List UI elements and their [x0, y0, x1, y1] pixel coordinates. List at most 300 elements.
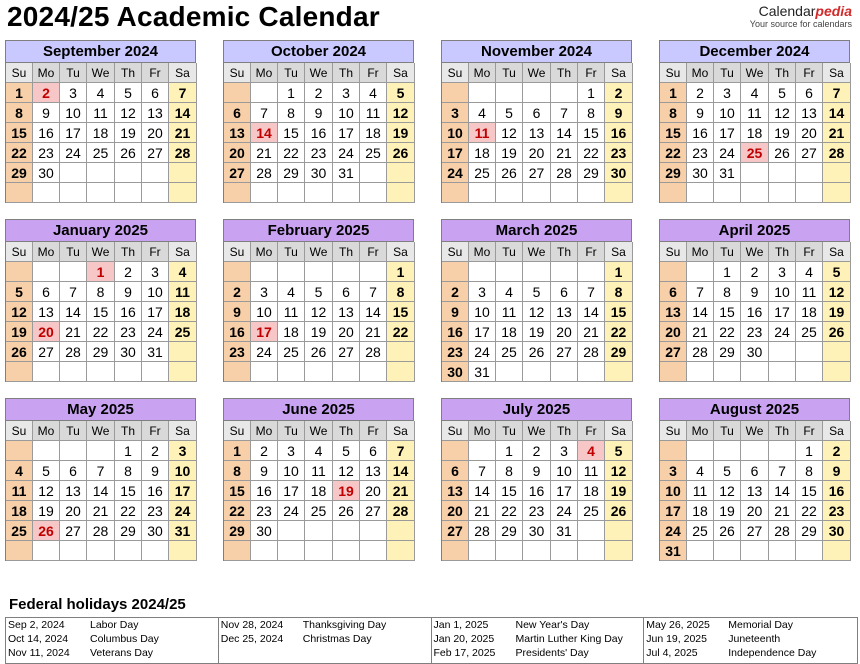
- day-cell[interactable]: 10: [333, 103, 360, 123]
- day-cell[interactable]: 5: [6, 282, 33, 302]
- day-cell[interactable]: 13: [660, 302, 687, 322]
- day-cell[interactable]: 22: [660, 143, 687, 163]
- day-cell[interactable]: 14: [469, 481, 496, 501]
- day-cell[interactable]: 15: [578, 123, 605, 143]
- day-cell[interactable]: 3: [551, 441, 578, 461]
- day-cell[interactable]: 21: [251, 143, 278, 163]
- day-cell[interactable]: 5: [523, 282, 551, 302]
- day-cell[interactable]: 20: [333, 322, 360, 342]
- day-cell[interactable]: 1: [6, 83, 33, 103]
- day-cell[interactable]: 25: [278, 342, 305, 362]
- day-cell[interactable]: 27: [60, 521, 87, 541]
- day-cell[interactable]: 11: [305, 461, 333, 481]
- day-cell[interactable]: 13: [796, 103, 823, 123]
- holiday-day-cell[interactable]: 4: [578, 441, 605, 461]
- day-cell[interactable]: 17: [469, 322, 496, 342]
- day-cell[interactable]: 9: [442, 302, 469, 322]
- day-cell[interactable]: 3: [169, 441, 197, 461]
- day-cell[interactable]: 20: [442, 501, 469, 521]
- day-cell[interactable]: 29: [87, 342, 115, 362]
- day-cell[interactable]: 12: [714, 481, 741, 501]
- day-cell[interactable]: 5: [33, 461, 60, 481]
- day-cell[interactable]: 4: [496, 282, 523, 302]
- day-cell[interactable]: 4: [796, 262, 823, 282]
- day-cell[interactable]: 14: [60, 302, 87, 322]
- day-cell[interactable]: 7: [769, 461, 796, 481]
- day-cell[interactable]: 28: [60, 342, 87, 362]
- day-cell[interactable]: 24: [251, 342, 278, 362]
- day-cell[interactable]: 26: [6, 342, 33, 362]
- day-cell[interactable]: 9: [305, 103, 333, 123]
- day-cell[interactable]: 14: [169, 103, 197, 123]
- day-cell[interactable]: 6: [224, 103, 251, 123]
- day-cell[interactable]: 27: [796, 143, 823, 163]
- day-cell[interactable]: 16: [823, 481, 851, 501]
- day-cell[interactable]: 25: [578, 501, 605, 521]
- day-cell[interactable]: 5: [714, 461, 741, 481]
- day-cell[interactable]: 19: [496, 143, 523, 163]
- day-cell[interactable]: 17: [169, 481, 197, 501]
- day-cell[interactable]: 4: [687, 461, 714, 481]
- day-cell[interactable]: 14: [769, 481, 796, 501]
- day-cell[interactable]: 15: [660, 123, 687, 143]
- holiday-day-cell[interactable]: 2: [33, 83, 60, 103]
- day-cell[interactable]: 17: [142, 302, 169, 322]
- day-cell[interactable]: 3: [60, 83, 87, 103]
- day-cell[interactable]: 25: [469, 163, 496, 183]
- day-cell[interactable]: 28: [251, 163, 278, 183]
- day-cell[interactable]: 11: [578, 461, 605, 481]
- day-cell[interactable]: 7: [687, 282, 714, 302]
- day-cell[interactable]: 27: [333, 342, 360, 362]
- day-cell[interactable]: 21: [687, 322, 714, 342]
- day-cell[interactable]: 25: [87, 143, 115, 163]
- day-cell[interactable]: 1: [387, 262, 415, 282]
- day-cell[interactable]: 26: [605, 501, 633, 521]
- day-cell[interactable]: 1: [660, 83, 687, 103]
- day-cell[interactable]: 7: [60, 282, 87, 302]
- day-cell[interactable]: 22: [496, 501, 523, 521]
- day-cell[interactable]: 12: [305, 302, 333, 322]
- day-cell[interactable]: 16: [251, 481, 278, 501]
- day-cell[interactable]: 23: [251, 501, 278, 521]
- day-cell[interactable]: 14: [823, 103, 851, 123]
- day-cell[interactable]: 27: [551, 342, 578, 362]
- day-cell[interactable]: 18: [6, 501, 33, 521]
- day-cell[interactable]: 14: [87, 481, 115, 501]
- day-cell[interactable]: 1: [796, 441, 823, 461]
- day-cell[interactable]: 17: [769, 302, 796, 322]
- day-cell[interactable]: 2: [605, 83, 633, 103]
- day-cell[interactable]: 26: [769, 143, 796, 163]
- day-cell[interactable]: 9: [224, 302, 251, 322]
- day-cell[interactable]: 19: [523, 322, 551, 342]
- day-cell[interactable]: 13: [442, 481, 469, 501]
- day-cell[interactable]: 6: [360, 441, 387, 461]
- day-cell[interactable]: 6: [741, 461, 769, 481]
- day-cell[interactable]: 1: [115, 441, 142, 461]
- day-cell[interactable]: 31: [551, 521, 578, 541]
- day-cell[interactable]: 8: [714, 282, 741, 302]
- day-cell[interactable]: 21: [169, 123, 197, 143]
- holiday-day-cell[interactable]: 11: [469, 123, 496, 143]
- day-cell[interactable]: 31: [469, 362, 496, 382]
- day-cell[interactable]: 27: [442, 521, 469, 541]
- day-cell[interactable]: 6: [333, 282, 360, 302]
- day-cell[interactable]: 31: [660, 541, 687, 561]
- day-cell[interactable]: 9: [741, 282, 769, 302]
- day-cell[interactable]: 27: [224, 163, 251, 183]
- day-cell[interactable]: 15: [278, 123, 305, 143]
- day-cell[interactable]: 3: [142, 262, 169, 282]
- day-cell[interactable]: 24: [333, 143, 360, 163]
- day-cell[interactable]: 15: [496, 481, 523, 501]
- day-cell[interactable]: 9: [687, 103, 714, 123]
- day-cell[interactable]: 6: [60, 461, 87, 481]
- day-cell[interactable]: 25: [169, 322, 197, 342]
- day-cell[interactable]: 10: [660, 481, 687, 501]
- day-cell[interactable]: 7: [251, 103, 278, 123]
- day-cell[interactable]: 31: [142, 342, 169, 362]
- day-cell[interactable]: 17: [551, 481, 578, 501]
- day-cell[interactable]: 18: [360, 123, 387, 143]
- day-cell[interactable]: 4: [741, 83, 769, 103]
- day-cell[interactable]: 11: [741, 103, 769, 123]
- day-cell[interactable]: 26: [496, 163, 523, 183]
- day-cell[interactable]: 3: [714, 83, 741, 103]
- day-cell[interactable]: 10: [769, 282, 796, 302]
- day-cell[interactable]: 18: [796, 302, 823, 322]
- day-cell[interactable]: 23: [305, 143, 333, 163]
- day-cell[interactable]: 11: [360, 103, 387, 123]
- day-cell[interactable]: 7: [387, 441, 415, 461]
- day-cell[interactable]: 5: [769, 83, 796, 103]
- day-cell[interactable]: 24: [551, 501, 578, 521]
- holiday-day-cell[interactable]: 20: [33, 322, 60, 342]
- holiday-day-cell[interactable]: 17: [251, 322, 278, 342]
- day-cell[interactable]: 16: [741, 302, 769, 322]
- day-cell[interactable]: 22: [578, 143, 605, 163]
- day-cell[interactable]: 6: [551, 282, 578, 302]
- day-cell[interactable]: 31: [333, 163, 360, 183]
- day-cell[interactable]: 21: [551, 143, 578, 163]
- day-cell[interactable]: 8: [87, 282, 115, 302]
- day-cell[interactable]: 6: [796, 83, 823, 103]
- day-cell[interactable]: 28: [387, 501, 415, 521]
- day-cell[interactable]: 29: [278, 163, 305, 183]
- day-cell[interactable]: 21: [469, 501, 496, 521]
- day-cell[interactable]: 21: [60, 322, 87, 342]
- day-cell[interactable]: 7: [823, 83, 851, 103]
- day-cell[interactable]: 30: [687, 163, 714, 183]
- day-cell[interactable]: 15: [87, 302, 115, 322]
- day-cell[interactable]: 7: [87, 461, 115, 481]
- holiday-day-cell[interactable]: 25: [741, 143, 769, 163]
- holiday-day-cell[interactable]: 1: [87, 262, 115, 282]
- day-cell[interactable]: 26: [823, 322, 851, 342]
- day-cell[interactable]: 13: [741, 481, 769, 501]
- day-cell[interactable]: 28: [87, 521, 115, 541]
- day-cell[interactable]: 13: [360, 461, 387, 481]
- day-cell[interactable]: 15: [796, 481, 823, 501]
- day-cell[interactable]: 21: [769, 501, 796, 521]
- day-cell[interactable]: 29: [796, 521, 823, 541]
- day-cell[interactable]: 14: [551, 123, 578, 143]
- day-cell[interactable]: 17: [333, 123, 360, 143]
- day-cell[interactable]: 21: [360, 322, 387, 342]
- day-cell[interactable]: 28: [578, 342, 605, 362]
- day-cell[interactable]: 13: [60, 481, 87, 501]
- day-cell[interactable]: 22: [387, 322, 415, 342]
- day-cell[interactable]: 16: [305, 123, 333, 143]
- day-cell[interactable]: 12: [115, 103, 142, 123]
- day-cell[interactable]: 20: [360, 481, 387, 501]
- day-cell[interactable]: 10: [442, 123, 469, 143]
- day-cell[interactable]: 2: [251, 441, 278, 461]
- day-cell[interactable]: 26: [387, 143, 415, 163]
- day-cell[interactable]: 10: [469, 302, 496, 322]
- day-cell[interactable]: 19: [823, 302, 851, 322]
- day-cell[interactable]: 27: [523, 163, 551, 183]
- day-cell[interactable]: 20: [224, 143, 251, 163]
- day-cell[interactable]: 8: [578, 103, 605, 123]
- brand-logo[interactable]: [750, 4, 852, 29]
- day-cell[interactable]: 12: [33, 481, 60, 501]
- day-cell[interactable]: 29: [496, 521, 523, 541]
- day-cell[interactable]: 27: [660, 342, 687, 362]
- day-cell[interactable]: 20: [551, 322, 578, 342]
- day-cell[interactable]: 28: [823, 143, 851, 163]
- day-cell[interactable]: 5: [496, 103, 523, 123]
- day-cell[interactable]: 19: [6, 322, 33, 342]
- day-cell[interactable]: 12: [769, 103, 796, 123]
- day-cell[interactable]: 21: [578, 322, 605, 342]
- day-cell[interactable]: 29: [714, 342, 741, 362]
- day-cell[interactable]: 3: [469, 282, 496, 302]
- day-cell[interactable]: 9: [523, 461, 551, 481]
- day-cell[interactable]: 23: [523, 501, 551, 521]
- day-cell[interactable]: 8: [115, 461, 142, 481]
- day-cell[interactable]: 26: [333, 501, 360, 521]
- day-cell[interactable]: 22: [605, 322, 633, 342]
- day-cell[interactable]: 11: [87, 103, 115, 123]
- day-cell[interactable]: 7: [469, 461, 496, 481]
- day-cell[interactable]: 28: [551, 163, 578, 183]
- day-cell[interactable]: 18: [87, 123, 115, 143]
- day-cell[interactable]: 29: [6, 163, 33, 183]
- day-cell[interactable]: 24: [278, 501, 305, 521]
- day-cell[interactable]: 8: [6, 103, 33, 123]
- day-cell[interactable]: 2: [115, 262, 142, 282]
- day-cell[interactable]: 19: [305, 322, 333, 342]
- day-cell[interactable]: 9: [251, 461, 278, 481]
- day-cell[interactable]: 6: [33, 282, 60, 302]
- day-cell[interactable]: 20: [796, 123, 823, 143]
- day-cell[interactable]: 22: [714, 322, 741, 342]
- day-cell[interactable]: 18: [169, 302, 197, 322]
- day-cell[interactable]: 4: [305, 441, 333, 461]
- day-cell[interactable]: 4: [6, 461, 33, 481]
- day-cell[interactable]: 24: [769, 322, 796, 342]
- day-cell[interactable]: 19: [605, 481, 633, 501]
- day-cell[interactable]: 4: [469, 103, 496, 123]
- day-cell[interactable]: 27: [741, 521, 769, 541]
- day-cell[interactable]: 13: [523, 123, 551, 143]
- day-cell[interactable]: 30: [605, 163, 633, 183]
- day-cell[interactable]: 5: [305, 282, 333, 302]
- day-cell[interactable]: 5: [333, 441, 360, 461]
- day-cell[interactable]: 8: [605, 282, 633, 302]
- day-cell[interactable]: 30: [142, 521, 169, 541]
- day-cell[interactable]: 12: [6, 302, 33, 322]
- day-cell[interactable]: 18: [687, 501, 714, 521]
- day-cell[interactable]: 8: [224, 461, 251, 481]
- day-cell[interactable]: 5: [115, 83, 142, 103]
- day-cell[interactable]: 18: [578, 481, 605, 501]
- day-cell[interactable]: 9: [115, 282, 142, 302]
- day-cell[interactable]: 12: [387, 103, 415, 123]
- day-cell[interactable]: 24: [442, 163, 469, 183]
- day-cell[interactable]: 2: [687, 83, 714, 103]
- day-cell[interactable]: 11: [796, 282, 823, 302]
- day-cell[interactable]: 12: [523, 302, 551, 322]
- day-cell[interactable]: 4: [360, 83, 387, 103]
- day-cell[interactable]: 25: [496, 342, 523, 362]
- day-cell[interactable]: 29: [115, 521, 142, 541]
- day-cell[interactable]: 29: [605, 342, 633, 362]
- day-cell[interactable]: 9: [142, 461, 169, 481]
- day-cell[interactable]: 6: [142, 83, 169, 103]
- day-cell[interactable]: 28: [169, 143, 197, 163]
- day-cell[interactable]: 16: [115, 302, 142, 322]
- day-cell[interactable]: 19: [387, 123, 415, 143]
- day-cell[interactable]: 10: [60, 103, 87, 123]
- day-cell[interactable]: 22: [224, 501, 251, 521]
- day-cell[interactable]: 2: [823, 441, 851, 461]
- day-cell[interactable]: 23: [687, 143, 714, 163]
- day-cell[interactable]: 1: [578, 83, 605, 103]
- day-cell[interactable]: 18: [469, 143, 496, 163]
- day-cell[interactable]: 9: [605, 103, 633, 123]
- day-cell[interactable]: 17: [60, 123, 87, 143]
- day-cell[interactable]: 23: [605, 143, 633, 163]
- day-cell[interactable]: 14: [687, 302, 714, 322]
- day-cell[interactable]: 3: [442, 103, 469, 123]
- day-cell[interactable]: 16: [142, 481, 169, 501]
- day-cell[interactable]: 2: [741, 262, 769, 282]
- day-cell[interactable]: 3: [278, 441, 305, 461]
- day-cell[interactable]: 11: [6, 481, 33, 501]
- day-cell[interactable]: 30: [115, 342, 142, 362]
- day-cell[interactable]: 11: [687, 481, 714, 501]
- day-cell[interactable]: 1: [496, 441, 523, 461]
- day-cell[interactable]: 2: [142, 441, 169, 461]
- day-cell[interactable]: 7: [360, 282, 387, 302]
- day-cell[interactable]: 17: [714, 123, 741, 143]
- day-cell[interactable]: 10: [251, 302, 278, 322]
- day-cell[interactable]: 23: [823, 501, 851, 521]
- day-cell[interactable]: 15: [224, 481, 251, 501]
- day-cell[interactable]: 19: [714, 501, 741, 521]
- day-cell[interactable]: 23: [33, 143, 60, 163]
- day-cell[interactable]: 18: [305, 481, 333, 501]
- day-cell[interactable]: 14: [360, 302, 387, 322]
- day-cell[interactable]: 25: [305, 501, 333, 521]
- day-cell[interactable]: 16: [687, 123, 714, 143]
- day-cell[interactable]: 22: [6, 143, 33, 163]
- day-cell[interactable]: 13: [224, 123, 251, 143]
- day-cell[interactable]: 24: [169, 501, 197, 521]
- day-cell[interactable]: 12: [605, 461, 633, 481]
- day-cell[interactable]: 4: [169, 262, 197, 282]
- day-cell[interactable]: 23: [142, 501, 169, 521]
- day-cell[interactable]: 24: [714, 143, 741, 163]
- day-cell[interactable]: 30: [33, 163, 60, 183]
- day-cell[interactable]: 5: [605, 441, 633, 461]
- day-cell[interactable]: 22: [796, 501, 823, 521]
- day-cell[interactable]: 8: [660, 103, 687, 123]
- holiday-day-cell[interactable]: 26: [33, 521, 60, 541]
- day-cell[interactable]: 29: [660, 163, 687, 183]
- day-cell[interactable]: 22: [87, 322, 115, 342]
- day-cell[interactable]: 16: [33, 123, 60, 143]
- day-cell[interactable]: 3: [333, 83, 360, 103]
- day-cell[interactable]: 19: [115, 123, 142, 143]
- day-cell[interactable]: 11: [496, 302, 523, 322]
- day-cell[interactable]: 19: [769, 123, 796, 143]
- day-cell[interactable]: 30: [741, 342, 769, 362]
- day-cell[interactable]: 13: [33, 302, 60, 322]
- day-cell[interactable]: 2: [224, 282, 251, 302]
- day-cell[interactable]: 23: [442, 342, 469, 362]
- day-cell[interactable]: 21: [87, 501, 115, 521]
- day-cell[interactable]: 1: [605, 262, 633, 282]
- day-cell[interactable]: 17: [442, 143, 469, 163]
- day-cell[interactable]: 2: [523, 441, 551, 461]
- day-cell[interactable]: 21: [387, 481, 415, 501]
- day-cell[interactable]: 8: [796, 461, 823, 481]
- day-cell[interactable]: 10: [142, 282, 169, 302]
- day-cell[interactable]: 10: [714, 103, 741, 123]
- day-cell[interactable]: 16: [605, 123, 633, 143]
- day-cell[interactable]: 15: [714, 302, 741, 322]
- day-cell[interactable]: 14: [387, 461, 415, 481]
- day-cell[interactable]: 28: [360, 342, 387, 362]
- day-cell[interactable]: 16: [523, 481, 551, 501]
- day-cell[interactable]: 3: [251, 282, 278, 302]
- day-cell[interactable]: 7: [551, 103, 578, 123]
- day-cell[interactable]: 5: [823, 262, 851, 282]
- day-cell[interactable]: 7: [169, 83, 197, 103]
- day-cell[interactable]: 12: [496, 123, 523, 143]
- day-cell[interactable]: 25: [796, 322, 823, 342]
- day-cell[interactable]: 25: [6, 521, 33, 541]
- day-cell[interactable]: 27: [33, 342, 60, 362]
- day-cell[interactable]: 8: [387, 282, 415, 302]
- day-cell[interactable]: 28: [687, 342, 714, 362]
- day-cell[interactable]: 20: [523, 143, 551, 163]
- day-cell[interactable]: 10: [278, 461, 305, 481]
- holiday-day-cell[interactable]: 14: [251, 123, 278, 143]
- day-cell[interactable]: 1: [714, 262, 741, 282]
- day-cell[interactable]: 7: [578, 282, 605, 302]
- day-cell[interactable]: 18: [741, 123, 769, 143]
- day-cell[interactable]: 15: [6, 123, 33, 143]
- day-cell[interactable]: 10: [551, 461, 578, 481]
- day-cell[interactable]: 4: [278, 282, 305, 302]
- day-cell[interactable]: 30: [523, 521, 551, 541]
- day-cell[interactable]: 24: [469, 342, 496, 362]
